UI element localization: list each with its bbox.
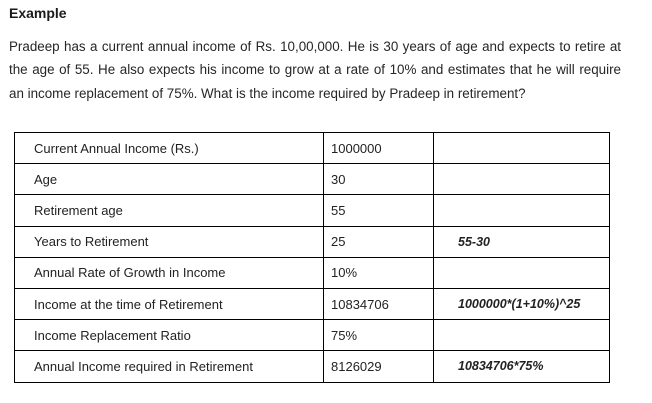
row-value: 10% (324, 257, 434, 288)
row-formula: 55-30 (434, 226, 610, 257)
row-label: Income at the time of Retirement (15, 288, 324, 319)
row-formula (434, 195, 610, 226)
row-formula: 1000000*(1+10%)^25 (434, 288, 610, 319)
row-label: Annual Rate of Growth in Income (15, 257, 324, 288)
calculation-table (14, 132, 610, 383)
table-row (15, 133, 610, 164)
table-row (15, 195, 610, 226)
row-label: Years to Retirement (15, 226, 324, 257)
table-row (15, 257, 610, 288)
row-label: Current Annual Income (Rs.) (15, 133, 324, 164)
row-value: 8126029 (324, 351, 434, 382)
row-value: 1000000 (324, 133, 434, 164)
row-label: Income Replacement Ratio (15, 320, 324, 351)
problem-paragraph: Pradeep has a current annual income of Rs. 10,00,000. He is 30 years of age and expects to retire at the age of 55. He also expects his income to grow at a rate of 10% and estimates that he will require an income replacement of 75%. What is the income required by Pradeep in retirement? (9, 39, 621, 101)
row-label: Age (15, 164, 324, 195)
row-value: 55 (324, 195, 434, 226)
row-value: 10834706 (324, 288, 434, 319)
row-formula (434, 133, 610, 164)
row-value: 75% (324, 320, 434, 351)
table-row (15, 351, 610, 382)
table-row (15, 164, 610, 195)
table-row (15, 320, 610, 351)
row-label: Annual Income required in Retirement (15, 351, 324, 382)
row-formula (434, 164, 610, 195)
example-heading: Example (9, 5, 67, 21)
row-label: Retirement age (15, 195, 324, 226)
row-formula: 10834706*75% (434, 351, 610, 382)
row-value: 30 (324, 164, 434, 195)
table-row (15, 288, 610, 319)
row-value: 25 (324, 226, 434, 257)
row-formula (434, 257, 610, 288)
row-formula (434, 320, 610, 351)
table-row (15, 226, 610, 257)
